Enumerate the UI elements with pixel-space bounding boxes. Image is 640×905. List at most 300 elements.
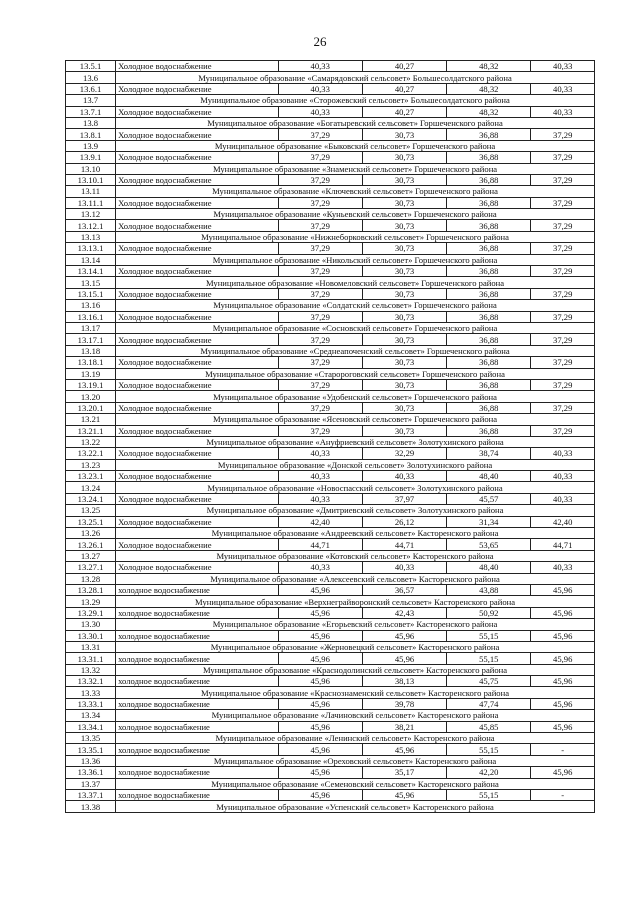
section-title-row [66, 300, 595, 311]
table-row [66, 630, 595, 641]
municipality-title-cell: Муниципальное образование «Котовский сельсовет» Касторенского района [116, 550, 595, 561]
value-cell: 37,29 [531, 357, 595, 368]
value-cell: 47,74 [447, 698, 531, 709]
tariff-table [65, 60, 595, 813]
municipality-title-cell: Муниципальное образование «Никольский сельсовет» Горшеченского района [116, 254, 595, 265]
municipality-title-cell: Муниципальное образование «Среднеапоченский сельсовет» Горшеченского района [116, 345, 595, 356]
municipality-title-cell: Муниципальное образование «Алексеевский сельсовет» Касторенского района [116, 573, 595, 584]
value-cell: 30,73 [362, 243, 446, 254]
value-cell: 37,29 [278, 311, 362, 322]
row-number-cell: 13.15.1 [66, 288, 116, 299]
row-number-cell: 13.37.1 [66, 790, 116, 801]
table-row [66, 266, 595, 277]
value-cell: 37,29 [531, 152, 595, 163]
value-cell: 45,96 [278, 698, 362, 709]
row-number-cell: 13.9 [66, 140, 116, 151]
row-number-cell: 13.8.1 [66, 129, 116, 140]
row-number-cell: 13.35 [66, 733, 116, 744]
row-number-cell: 13.6 [66, 72, 116, 83]
table-row [66, 744, 595, 755]
value-cell: 40,33 [531, 493, 595, 504]
value-cell: 36,88 [447, 266, 531, 277]
service-name-cell: Холодное водоснабжение [116, 471, 278, 482]
section-title-row [66, 482, 595, 493]
value-cell: 42,43 [362, 607, 446, 618]
value-cell: 45,96 [531, 676, 595, 687]
section-title-row [66, 186, 595, 197]
row-number-cell: 13.5.1 [66, 61, 116, 72]
table-row [66, 471, 595, 482]
row-number-cell: 13.24.1 [66, 493, 116, 504]
row-number-cell: 13.20.1 [66, 402, 116, 413]
value-cell: 40,27 [362, 61, 446, 72]
table-row [66, 357, 595, 368]
row-number-cell: 13.29 [66, 596, 116, 607]
section-title-row [66, 619, 595, 630]
value-cell: 55,15 [447, 790, 531, 801]
row-number-cell: 13.34.1 [66, 721, 116, 732]
value-cell: 45,96 [362, 744, 446, 755]
section-title-row [66, 710, 595, 721]
service-name-cell: Холодное водоснабжение [116, 539, 278, 550]
table-row [66, 152, 595, 163]
section-title-row [66, 641, 595, 652]
value-cell: 40,33 [278, 493, 362, 504]
row-number-cell: 13.18.1 [66, 357, 116, 368]
value-cell: 48,32 [447, 106, 531, 117]
value-cell: 36,88 [447, 129, 531, 140]
table-row [66, 379, 595, 390]
service-name-cell: Холодное водоснабжение [116, 334, 278, 345]
municipality-title-cell: Муниципальное образование «Жерновецкий сельсовет» Касторенского района [116, 641, 595, 652]
row-number-cell: 13.12 [66, 209, 116, 220]
row-number-cell: 13.23.1 [66, 471, 116, 482]
municipality-title-cell: Муниципальное образование «Краснознаменский сельсовет» Касторенского района [116, 687, 595, 698]
value-cell: 44,71 [362, 539, 446, 550]
row-number-cell: 13.21.1 [66, 425, 116, 436]
table-row [66, 334, 595, 345]
table-row [66, 676, 595, 687]
value-cell: 37,29 [278, 266, 362, 277]
row-number-cell: 13.11.1 [66, 197, 116, 208]
row-number-cell: 13.33.1 [66, 698, 116, 709]
row-number-cell: 13.33 [66, 687, 116, 698]
row-number-cell: 13.26 [66, 528, 116, 539]
value-cell: 37,29 [531, 243, 595, 254]
municipality-title-cell: Муниципальное образование «Донской сельсовет» Золотухинского района [116, 459, 595, 470]
row-number-cell: 13.28.1 [66, 584, 116, 595]
section-title-row [66, 231, 595, 242]
row-number-cell: 13.35.1 [66, 744, 116, 755]
value-cell: 40,33 [278, 471, 362, 482]
section-title-row [66, 209, 595, 220]
section-title-row [66, 778, 595, 789]
section-title-row [66, 95, 595, 106]
value-cell: 30,73 [362, 220, 446, 231]
table-row [66, 448, 595, 459]
value-cell: 40,33 [531, 562, 595, 573]
value-cell: 40,33 [278, 83, 362, 94]
value-cell: 40,33 [531, 106, 595, 117]
table-row [66, 653, 595, 664]
table-row [66, 106, 595, 117]
tariff-table-body [66, 61, 595, 813]
section-title-row [66, 687, 595, 698]
value-cell: 37,29 [278, 243, 362, 254]
service-name-cell: Холодное водоснабжение [116, 243, 278, 254]
value-cell: 36,88 [447, 197, 531, 208]
value-cell: 36,88 [447, 379, 531, 390]
value-cell: 37,29 [278, 129, 362, 140]
row-number-cell: 13.24 [66, 482, 116, 493]
value-cell: 37,29 [278, 197, 362, 208]
service-name-cell: Холодное водоснабжение [116, 425, 278, 436]
table-row [66, 562, 595, 573]
value-cell: 36,88 [447, 174, 531, 185]
row-number-cell: 13.22.1 [66, 448, 116, 459]
service-name-cell: Холодное водоснабжение [116, 379, 278, 390]
value-cell: 30,73 [362, 197, 446, 208]
value-cell: 40,33 [278, 106, 362, 117]
value-cell: 37,29 [531, 129, 595, 140]
table-row [66, 402, 595, 413]
value-cell: 37,29 [278, 174, 362, 185]
municipality-title-cell: Муниципальное образование «Куньевский сельсовет» Горшеченского района [116, 209, 595, 220]
value-cell: - [531, 744, 595, 755]
value-cell: 45,96 [278, 676, 362, 687]
service-name-cell: холодное водоснабжение [116, 721, 278, 732]
value-cell: 37,29 [531, 288, 595, 299]
municipality-title-cell: Муниципальное образование «Лачиновский сельсовет» Касторенского района [116, 710, 595, 721]
service-name-cell: холодное водоснабжение [116, 790, 278, 801]
service-name-cell: Холодное водоснабжение [116, 174, 278, 185]
municipality-title-cell: Муниципальное образование «Сосновский сельсовет» Горшеченского района [116, 322, 595, 333]
value-cell: 44,71 [278, 539, 362, 550]
value-cell: 30,73 [362, 266, 446, 277]
section-title-row [66, 550, 595, 561]
value-cell: 30,73 [362, 334, 446, 345]
row-number-cell: 13.14 [66, 254, 116, 265]
value-cell: 42,40 [278, 516, 362, 527]
value-cell: 45,85 [447, 721, 531, 732]
row-number-cell: 13.38 [66, 801, 116, 812]
value-cell: 48,32 [447, 61, 531, 72]
section-title-row [66, 322, 595, 333]
value-cell: 38,13 [362, 676, 446, 687]
service-name-cell: Холодное водоснабжение [116, 61, 278, 72]
table-row [66, 83, 595, 94]
municipality-title-cell: Муниципальное образование «Новоспасский сельсовет» Золотухинского района [116, 482, 595, 493]
value-cell: 45,96 [531, 721, 595, 732]
row-number-cell: 13.27.1 [66, 562, 116, 573]
table-row [66, 243, 595, 254]
municipality-title-cell: Муниципальное образование «Семеновский сельсовет» Касторенского района [116, 778, 595, 789]
row-number-cell: 13.32 [66, 664, 116, 675]
value-cell: 38,21 [362, 721, 446, 732]
service-name-cell: Холодное водоснабжение [116, 402, 278, 413]
row-number-cell: 13.17.1 [66, 334, 116, 345]
value-cell: 26,12 [362, 516, 446, 527]
value-cell: 36,88 [447, 243, 531, 254]
value-cell: 40,27 [362, 106, 446, 117]
value-cell: 45,96 [531, 584, 595, 595]
municipality-title-cell: Муниципальное образование «Ануфриевский сельсовет» Золотухинского района [116, 436, 595, 447]
value-cell: 30,73 [362, 129, 446, 140]
section-title-row [66, 140, 595, 151]
service-name-cell: Холодное водоснабжение [116, 516, 278, 527]
value-cell: 36,88 [447, 311, 531, 322]
row-number-cell: 13.37 [66, 778, 116, 789]
row-number-cell: 13.7 [66, 95, 116, 106]
value-cell: 30,73 [362, 311, 446, 322]
value-cell: 48,40 [447, 471, 531, 482]
row-number-cell: 13.36.1 [66, 767, 116, 778]
page-number: 26 [313, 34, 327, 49]
value-cell: 40,33 [531, 448, 595, 459]
municipality-title-cell: Муниципальное образование «Успенский сельсовет» Касторенского района [116, 801, 595, 812]
service-name-cell: Холодное водоснабжение [116, 220, 278, 231]
row-number-cell: 13.21 [66, 414, 116, 425]
section-title-row [66, 254, 595, 265]
value-cell: 45,96 [362, 790, 446, 801]
section-title-row [66, 528, 595, 539]
value-cell: 37,29 [278, 402, 362, 413]
municipality-title-cell: Муниципальное образование «Ключевский сельсовет» Горшеченского района [116, 186, 595, 197]
service-name-cell: холодное водоснабжение [116, 653, 278, 664]
service-name-cell: Холодное водоснабжение [116, 197, 278, 208]
value-cell: 40,33 [362, 471, 446, 482]
section-title-row [66, 345, 595, 356]
table-row [66, 790, 595, 801]
municipality-title-cell: Муниципальное образование «Ленинский сельсовет» Касторенского района [116, 733, 595, 744]
value-cell: 37,29 [278, 425, 362, 436]
value-cell: 37,29 [278, 334, 362, 345]
municipality-title-cell: Муниципальное образование «Верхнеграйворонский сельсовет» Касторенского района [116, 596, 595, 607]
row-number-cell: 13.17 [66, 322, 116, 333]
table-row [66, 698, 595, 709]
value-cell: 40,33 [278, 562, 362, 573]
section-title-row [66, 573, 595, 584]
service-name-cell: Холодное водоснабжение [116, 562, 278, 573]
value-cell: 48,32 [447, 83, 531, 94]
municipality-title-cell: Муниципальное образование «Новомеловский сельсовет» Горшеченского района [116, 277, 595, 288]
service-name-cell: холодное водоснабжение [116, 744, 278, 755]
row-number-cell: 13.9.1 [66, 152, 116, 163]
municipality-title-cell: Муниципальное образование «Быковский сельсовет» Горшеченского района [116, 140, 595, 151]
value-cell: 35,17 [362, 767, 446, 778]
row-number-cell: 13.18 [66, 345, 116, 356]
value-cell: 36,88 [447, 334, 531, 345]
service-name-cell: холодное водоснабжение [116, 584, 278, 595]
value-cell: 30,73 [362, 402, 446, 413]
table-row [66, 61, 595, 72]
section-title-row [66, 755, 595, 766]
value-cell: 44,71 [531, 539, 595, 550]
value-cell: 30,73 [362, 152, 446, 163]
value-cell: 40,27 [362, 83, 446, 94]
value-cell: 37,29 [278, 220, 362, 231]
table-row [66, 288, 595, 299]
value-cell: - [531, 790, 595, 801]
value-cell: 45,57 [447, 493, 531, 504]
row-number-cell: 13.16.1 [66, 311, 116, 322]
service-name-cell: Холодное водоснабжение [116, 448, 278, 459]
value-cell: 37,29 [531, 334, 595, 345]
value-cell: 30,73 [362, 174, 446, 185]
row-number-cell: 13.6.1 [66, 83, 116, 94]
section-title-row [66, 436, 595, 447]
municipality-title-cell: Муниципальное образование «Нижнеборковский сельсовет» Горшеченского района [116, 231, 595, 242]
section-title-row [66, 163, 595, 174]
value-cell: 40,33 [278, 448, 362, 459]
value-cell: 45,96 [278, 790, 362, 801]
table-row [66, 220, 595, 231]
row-number-cell: 13.8 [66, 117, 116, 128]
service-name-cell: холодное водоснабжение [116, 767, 278, 778]
section-title-row [66, 733, 595, 744]
service-name-cell: Холодное водоснабжение [116, 311, 278, 322]
table-row [66, 539, 595, 550]
row-number-cell: 13.20 [66, 391, 116, 402]
table-row [66, 311, 595, 322]
value-cell: 37,29 [278, 379, 362, 390]
row-number-cell: 13.29.1 [66, 607, 116, 618]
row-number-cell: 13.12.1 [66, 220, 116, 231]
value-cell: 42,20 [447, 767, 531, 778]
service-name-cell: Холодное водоснабжение [116, 152, 278, 163]
row-number-cell: 13.11 [66, 186, 116, 197]
value-cell: 36,88 [447, 220, 531, 231]
value-cell: 48,40 [447, 562, 531, 573]
value-cell: 45,96 [278, 721, 362, 732]
municipality-title-cell: Муниципальное образование «Сторожевский сельсовет» Большесолдатского района [116, 95, 595, 106]
value-cell: 38,74 [447, 448, 531, 459]
table-row [66, 493, 595, 504]
value-cell: 30,73 [362, 379, 446, 390]
value-cell: 39,78 [362, 698, 446, 709]
value-cell: 45,96 [362, 653, 446, 664]
value-cell: 37,29 [278, 152, 362, 163]
value-cell: 55,15 [447, 653, 531, 664]
municipality-title-cell: Муниципальное образование «Егорьевский сельсовет» Касторенского района [116, 619, 595, 630]
row-number-cell: 13.16 [66, 300, 116, 311]
table-row [66, 516, 595, 527]
value-cell: 40,33 [362, 562, 446, 573]
row-number-cell: 13.14.1 [66, 266, 116, 277]
value-cell: 36,88 [447, 425, 531, 436]
value-cell: 36,88 [447, 152, 531, 163]
value-cell: 37,97 [362, 493, 446, 504]
value-cell: 45,96 [531, 607, 595, 618]
value-cell: 37,29 [278, 357, 362, 368]
value-cell: 45,96 [278, 584, 362, 595]
value-cell: 45,96 [278, 744, 362, 755]
value-cell: 36,88 [447, 402, 531, 413]
value-cell: 37,29 [531, 174, 595, 185]
row-number-cell: 13.10.1 [66, 174, 116, 185]
section-title-row [66, 368, 595, 379]
value-cell: 37,29 [531, 379, 595, 390]
table-row [66, 197, 595, 208]
municipality-title-cell: Муниципальное образование «Андреевский сельсовет» Касторенского района [116, 528, 595, 539]
section-title-row [66, 277, 595, 288]
value-cell: 40,33 [278, 61, 362, 72]
service-name-cell: Холодное водоснабжение [116, 83, 278, 94]
service-name-cell: Холодное водоснабжение [116, 106, 278, 117]
municipality-title-cell: Муниципальное образование «Солдатский сельсовет» Горшеченского района [116, 300, 595, 311]
service-name-cell: Холодное водоснабжение [116, 266, 278, 277]
value-cell: 45,96 [278, 630, 362, 641]
table-row [66, 174, 595, 185]
value-cell: 45,96 [531, 767, 595, 778]
table-row [66, 607, 595, 618]
value-cell: 30,73 [362, 288, 446, 299]
value-cell: 40,33 [531, 83, 595, 94]
municipality-title-cell: Муниципальное образование «Самарядовский сельсовет» Большесолдатского района [116, 72, 595, 83]
row-number-cell: 13.25.1 [66, 516, 116, 527]
section-title-row [66, 801, 595, 812]
table-row [66, 584, 595, 595]
value-cell: 45,96 [278, 767, 362, 778]
row-number-cell: 13.13 [66, 231, 116, 242]
table-row [66, 721, 595, 732]
municipality-title-cell: Муниципальное образование «Старороговский сельсовет» Горшеченского района [116, 368, 595, 379]
value-cell: 45,96 [531, 698, 595, 709]
value-cell: 55,15 [447, 630, 531, 641]
section-title-row [66, 596, 595, 607]
value-cell: 30,73 [362, 425, 446, 436]
row-number-cell: 13.26.1 [66, 539, 116, 550]
value-cell: 45,96 [531, 653, 595, 664]
row-number-cell: 13.10 [66, 163, 116, 174]
value-cell: 32,29 [362, 448, 446, 459]
value-cell: 36,57 [362, 584, 446, 595]
row-number-cell: 13.31.1 [66, 653, 116, 664]
value-cell: 50,92 [447, 607, 531, 618]
value-cell: 36,88 [447, 288, 531, 299]
municipality-title-cell: Муниципальное образование «Богатыревский сельсовет» Горшеченского района [116, 117, 595, 128]
value-cell: 45,96 [278, 653, 362, 664]
value-cell: 37,29 [531, 197, 595, 208]
value-cell: 31,34 [447, 516, 531, 527]
service-name-cell: Холодное водоснабжение [116, 129, 278, 140]
row-number-cell: 13.22 [66, 436, 116, 447]
service-name-cell: холодное водоснабжение [116, 630, 278, 641]
section-title-row [66, 72, 595, 83]
value-cell: 37,29 [278, 288, 362, 299]
value-cell: 43,88 [447, 584, 531, 595]
table-row [66, 767, 595, 778]
service-name-cell: холодное водоснабжение [116, 607, 278, 618]
value-cell: 37,29 [531, 402, 595, 413]
row-number-cell: 13.34 [66, 710, 116, 721]
value-cell: 40,33 [531, 61, 595, 72]
row-number-cell: 13.30.1 [66, 630, 116, 641]
service-name-cell: Холодное водоснабжение [116, 288, 278, 299]
section-title-row [66, 505, 595, 516]
value-cell: 37,29 [531, 311, 595, 322]
table-row [66, 425, 595, 436]
municipality-title-cell: Муниципальное образование «Краснодолинский сельсовет» Касторенского района [116, 664, 595, 675]
municipality-title-cell: Муниципальное образование «Знаменский сельсовет» Горшеченского района [116, 163, 595, 174]
value-cell: 30,73 [362, 357, 446, 368]
row-number-cell: 13.19.1 [66, 379, 116, 390]
value-cell: 37,29 [531, 220, 595, 231]
value-cell: 45,96 [362, 630, 446, 641]
section-title-row [66, 459, 595, 470]
row-number-cell: 13.13.1 [66, 243, 116, 254]
value-cell: 37,29 [531, 266, 595, 277]
